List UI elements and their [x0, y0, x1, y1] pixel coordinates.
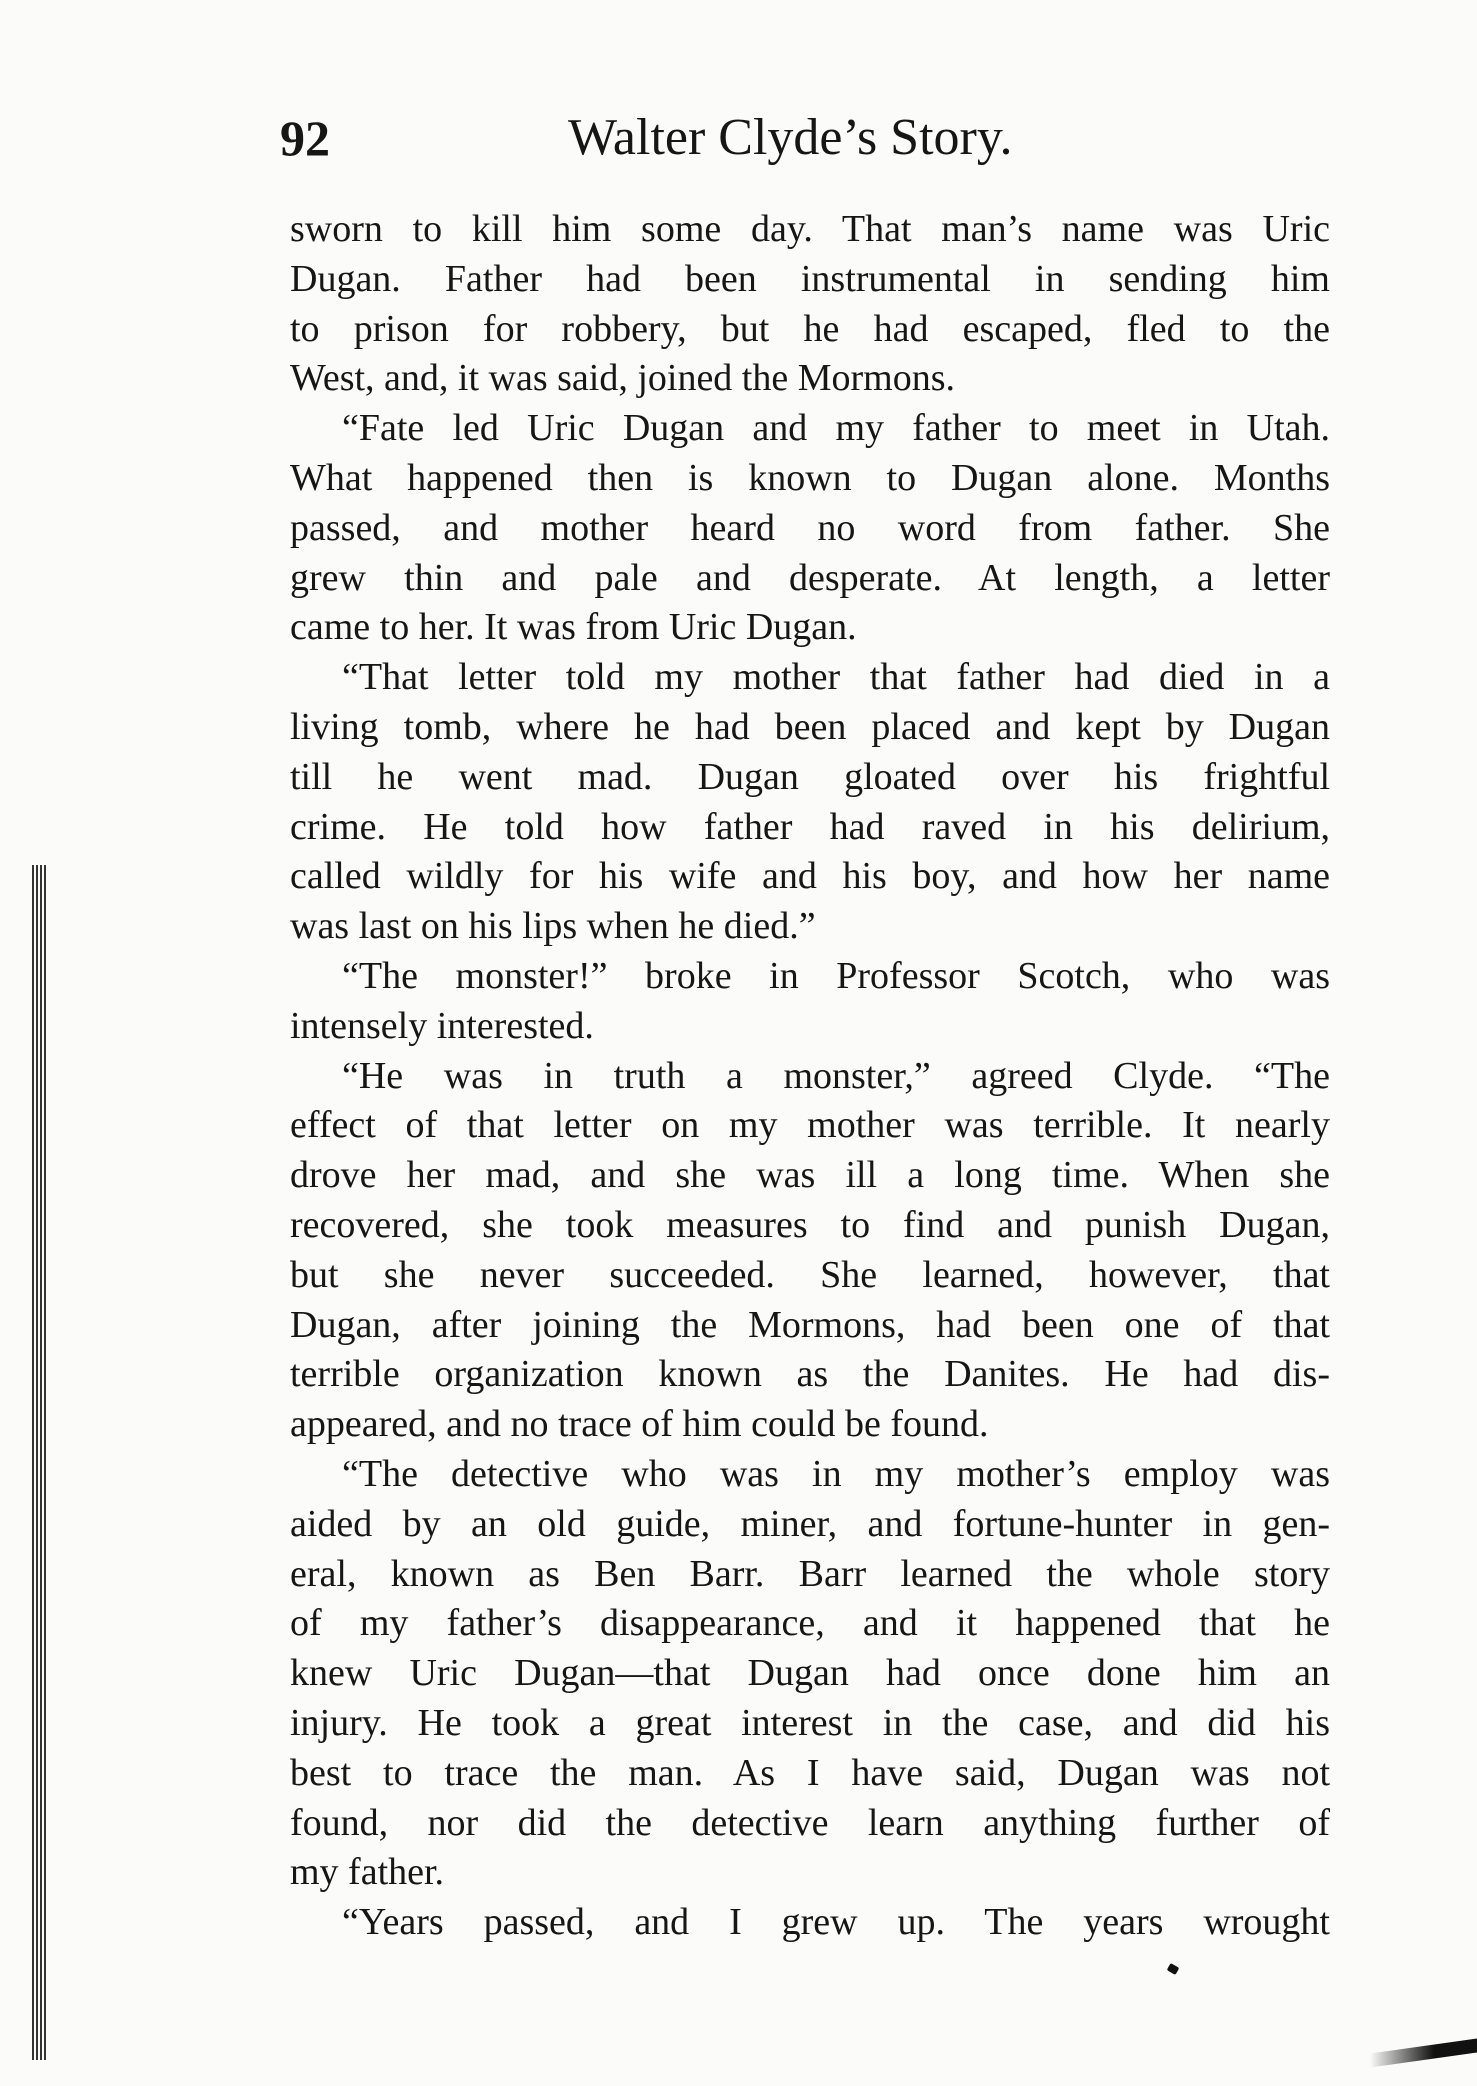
body-text	[290, 205, 1330, 1948]
page-header	[280, 103, 1340, 173]
text-line: sworn to kill him some day. That man’s name was Uric	[290, 208, 1330, 250]
text-line: till he went mad. Dugan gloated over his frightful	[290, 755, 1330, 798]
text-line: drove her mad, and she was ill a long time. When she	[290, 1154, 1330, 1197]
page-number: 92	[280, 110, 330, 166]
text-line: “He was in truth a monster,” agreed Clyde. “The	[342, 1054, 1330, 1097]
text-line: appeared, and no trace of him could be found.	[290, 1403, 989, 1446]
text-line: passed, and mother heard no word from father. She	[290, 506, 1330, 549]
text-line: crime. He told how father had raved in his delirium,	[290, 805, 1330, 848]
text-line: knew Uric Dugan—that Dugan had once done him an	[290, 1652, 1330, 1695]
text-line: “That letter told my mother that father had died in a	[342, 656, 1330, 699]
text-line: was last on his lips when he died.”	[290, 905, 816, 948]
text-line: but she never succeeded. She learned, however, that	[290, 1253, 1330, 1296]
text-line: “The detective who was in my mother’s employ was	[342, 1452, 1330, 1495]
text-line: intensely interested.	[290, 1004, 594, 1047]
text-line: “Years passed, and I grew up. The years wrought	[342, 1901, 1330, 1944]
text-line: aided by an old guide, miner, and fortune-hunter in gen-	[290, 1502, 1330, 1545]
text-line: “Fate led Uric Dugan and my father to meet in Utah.	[342, 407, 1330, 450]
text-line: West, and, it was said, joined the Mormons.	[290, 357, 956, 400]
text-line: best to trace the man. As I have said, Dugan was not	[290, 1751, 1330, 1794]
ink-speck	[1167, 1963, 1180, 1975]
page-edge-shadow	[32, 865, 46, 2060]
running-head: Walter Clyde’s Story.	[568, 109, 1013, 166]
text-line: What happened then is known to Dugan alone. Months	[290, 456, 1330, 499]
text-line: Dugan. Father had been instrumental in sending him	[290, 257, 1330, 300]
text-line: living tomb, where he had been placed and kept by Dugan	[290, 705, 1330, 748]
text-line: injury. He took a great interest in the case, and did his	[290, 1701, 1330, 1744]
text-line: eral, known as Ben Barr. Barr learned the whole story	[290, 1552, 1330, 1595]
corner-smudge	[1370, 2038, 1477, 2067]
text-line: “The monster!” broke in Professor Scotch, who was	[342, 954, 1330, 997]
text-line: terrible organization known as the Danites. He had dis-	[290, 1353, 1330, 1396]
text-line: recovered, she took measures to find and punish Dugan,	[290, 1203, 1330, 1246]
text-line: grew thin and pale and desperate. At length, a letter	[290, 556, 1330, 599]
text-line: effect of that letter on my mother was terrible. It nearly	[290, 1104, 1330, 1147]
text-line: found, nor did the detective learn anything further of	[290, 1801, 1330, 1844]
text-line: to prison for robbery, but he had escaped, fled to the	[290, 307, 1330, 350]
text-line: my father.	[290, 1851, 445, 1894]
text-line: of my father’s disappearance, and it happened that he	[290, 1602, 1330, 1645]
text-line: came to her. It was from Uric Dugan.	[290, 606, 857, 649]
text-line: called wildly for his wife and his boy, and how her name	[290, 855, 1330, 898]
text-line: Dugan, after joining the Mormons, had been one of that	[290, 1303, 1330, 1346]
